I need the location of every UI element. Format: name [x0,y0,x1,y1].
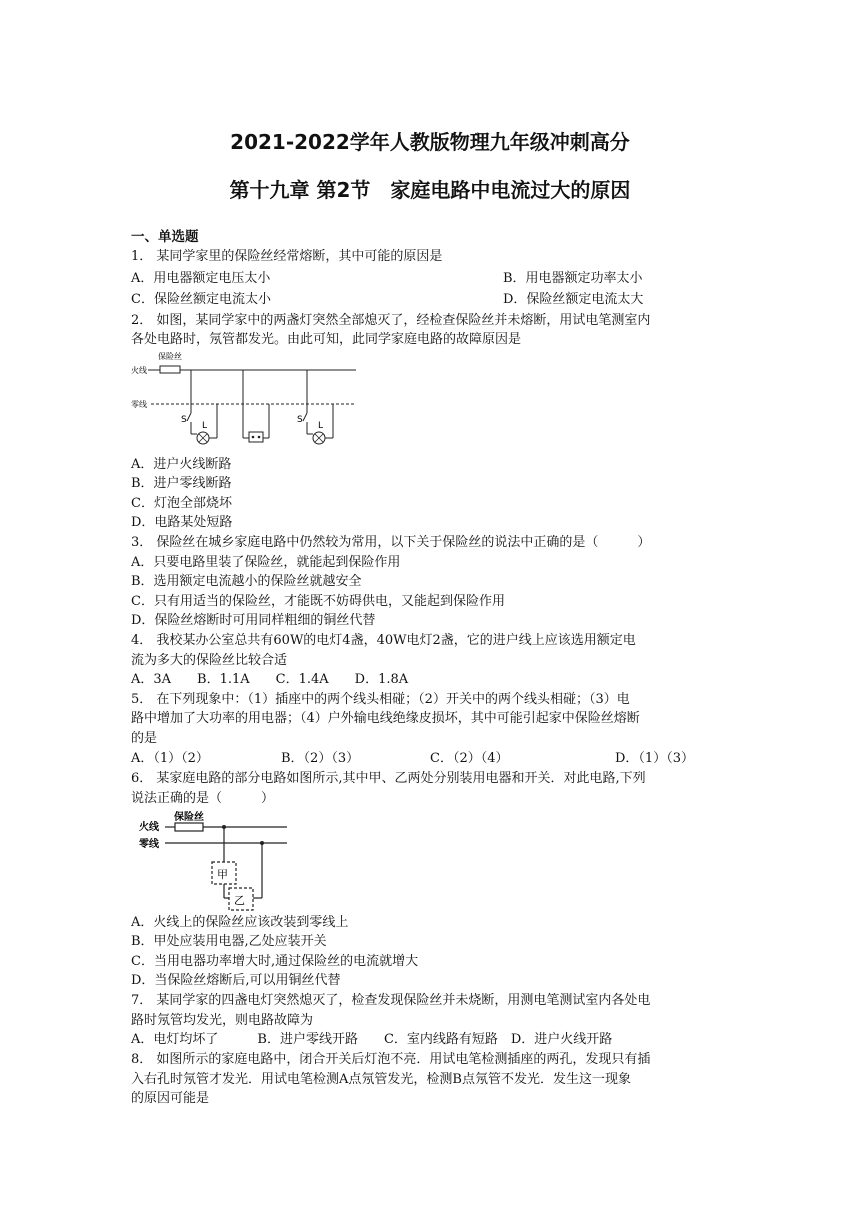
q6-option-d: D．当保险丝熔断后,可以用铜丝代替 [131,973,341,988]
q8-stem-line1: 8． 如图所示的家庭电路中，闭合开关后灯泡不亮．用试电笔检测插座的两孔，发现只有插 [131,1052,651,1067]
q8-stem-line3: 的原因可能是 [131,1091,210,1106]
q2-circuit-figure [131,350,366,450]
q6-fuse-symbol [175,823,203,831]
q2-lamp-label-1: L [202,421,208,431]
q2-switch-label-2: S [297,415,303,425]
q6-option-c: C．当用电器功率增大时,通过保险丝的电流就增大 [131,954,419,969]
q5-option-c: C．（2）（4） [430,751,509,766]
q5-option-a: A．（1）（2） [131,751,209,766]
q6-option-b: B．甲处应装用电器,乙处应装开关 [131,934,327,949]
q1-option-d: D．保险丝额定电流太大 [503,292,644,307]
q1-option-c: C．保险丝额定电流太小 [131,292,271,307]
q6-live-label: 火线 [139,822,159,833]
q7-stem-line2: 路时氖管均发光，则电路故障为 [131,1013,314,1028]
q2-socket [249,432,263,442]
q5-option-d: D．（1）（3） [615,751,694,766]
q7-stem-line1: 7． 某同学家的四盏电灯突然熄灭了，检查发现保险丝并未烧断，用测电笔测试室内各处电 [131,993,651,1008]
q3-option-d: D．保险丝熔断时可用同样粗细的铜丝代替 [131,613,376,628]
q5-stem-line3: 的是 [131,731,158,746]
q2-neutral-label: 零线 [131,400,147,409]
q6-yi-label: 乙 [234,894,245,907]
q6-circuit-figure [137,808,297,913]
q1-stem: 1． 某同学家里的保险丝经常熔断，其中可能的原因是 [131,249,443,264]
doc-title: 2021-2022学年人教版物理九年级冲刺高分 [230,130,630,154]
q1-option-b: B．用电器额定功率太小 [503,271,643,286]
q6-neutral-label: 零线 [139,839,159,850]
q6-stem-line1: 6． 某家庭电路的部分电路如图所示,其中甲、乙两处分别装用电器和开关．对此电路,下列 [131,771,646,786]
q5-stem-line2: 路中增加了大功率的用电器；（4）户外输电线绝缘皮损坏，其中可能引起家中保险丝熔断 [131,711,640,726]
q2-stem-line1: 2． 如图，某同学家中的两盏灯突然全部熄灭了，经检查保险丝并未熔断，用试电笔测室内 [131,313,651,328]
chapter-title: 第十九章 第2节 家庭电路中电流过大的原因 [229,178,631,202]
q2-fuse-symbol [160,366,180,373]
q6-option-a: A．火线上的保险丝应该改装到零线上 [131,915,349,930]
q2-option-c: C．灯泡全部烧坏 [131,496,232,511]
q3-stem: 3． 保险丝在城乡家庭电路中仍然较为常用，以下关于保险丝的说法中正确的是（ ） [131,535,651,550]
q2-option-a: A．进户火线断路 [131,457,232,472]
q2-live-label: 火线 [131,366,147,375]
q2-lamp-label-2: L [318,421,324,431]
q8-stem-line2: 入右孔时氖管才发光．用试电笔检测A点氖管发光，检测B点氖管不发光．发生这一现象 [131,1072,631,1087]
q5-option-b: B．（2）（3） [281,751,360,766]
q4-options: A．3A B．1.1A C．1.4A D．1.8A [131,672,409,687]
q6-jia-label: 甲 [217,868,228,881]
q3-option-a: A．只要电路里装了保险丝，就能起到保险作用 [131,555,401,570]
q6-fuse-label: 保险丝 [174,812,204,823]
q4-stem-line1: 4． 我校某办公室总共有60W的电灯4盏，40W电灯2盏，它的进户线上应该选用额定电 [131,633,636,648]
q2-option-b: B．进户零线断路 [131,476,232,491]
q1-option-a: A．用电器额定电压太小 [131,271,271,286]
q2-fuse-label: 保险丝 [158,352,182,361]
q6-stem-line2: 说法正确的是（ ） [131,791,275,806]
q5-stem-line1: 5． 在下列现象中：（1）插座中的两个线头相碰；（2）开关中的两个线头相碰；（3）电 [131,692,630,707]
q4-stem-line2: 流为多大的保险丝比较合适 [131,653,288,668]
q2-option-d: D．电路某处短路 [131,515,233,530]
q7-options: A．电灯均坏了 B．进户零线开路 C．室内线路有短路 D．进户火线开路 [131,1032,613,1047]
section-heading: 一、单选题 [131,229,199,245]
q2-switch-label-1: S [181,415,187,425]
q3-option-b: B．选用额定电流越小的保险丝就越安全 [131,574,362,589]
q2-stem-line2: 各处电路时，氖管都发光。由此可知，此同学家庭电路的故障原因是 [131,332,522,347]
q3-option-c: C．只有用适当的保险丝，才能既不妨碍供电，又能起到保险作用 [131,594,505,609]
